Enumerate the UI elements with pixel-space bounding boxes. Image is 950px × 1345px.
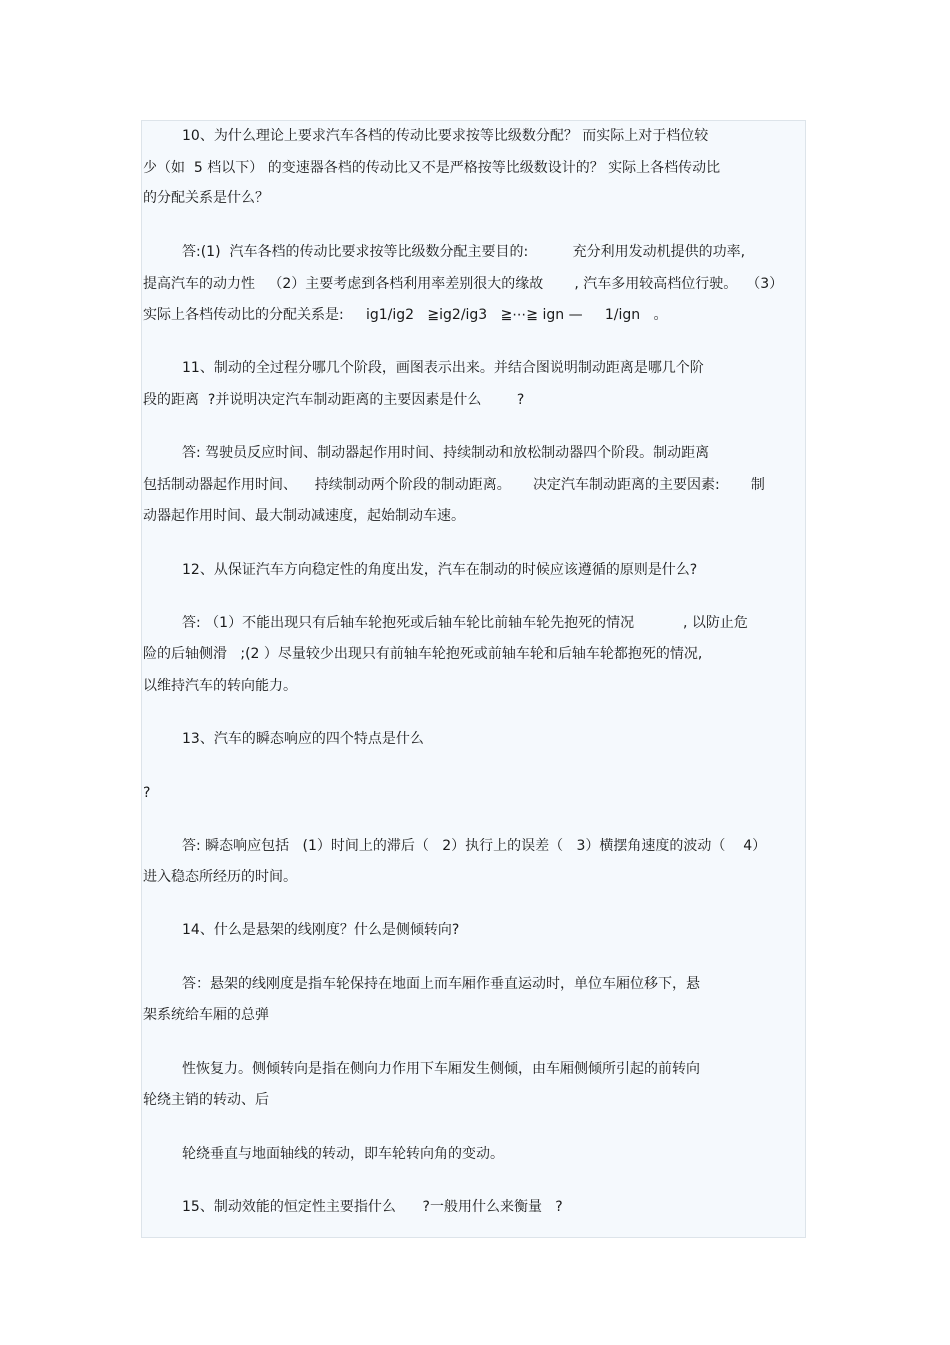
question-10-line-1: 10、为什么理论上要求汽车各档的传动比要求按等比级数分配？ 而实际上对于档位较 (182, 128, 709, 144)
answer-14-line-4: 轮绕主销的转动、后 (143, 1092, 269, 1108)
question-10-line-2: 少（如 5 档以下） 的变速器各档的传动比又不是严格按等比级数设计的？ 实际上各档传动比 (143, 160, 721, 176)
answer-10-line-3: 实际上各档传动比的分配关系是: ig1/ig2 ≧ig2/ig3 ≧⋯≧ ign — 1/ign 。 (143, 307, 668, 323)
question-11-line-2: 段的距离 ?并说明决定汽车制动距离的主要因素是什么 ? (143, 392, 525, 408)
question-14: 14、什么是悬架的线刚度？什么是侧倾转向? (182, 922, 460, 938)
question-13-line-1: 13、汽车的瞬态响应的四个特点是什么 (182, 731, 424, 747)
answer-14-line-5: 轮绕垂直与地面轴线的转动，即车轮转向角的变动。 (182, 1146, 504, 1162)
answer-14-line-3: 性恢复力。侧倾转向是指在侧向力作用下车厢发生侧倾，由车厢侧倾所引起的前转向 (182, 1061, 700, 1077)
question-15: 15、制动效能的恒定性主要指什么 ?一般用什么来衡量 ? (182, 1199, 563, 1215)
answer-12-line-2: 险的后轴侧滑 ;(2 ）尽量较少出现只有前轴车轮抱死或前轴车轮和后轴车轮都抱死的情况, (143, 646, 703, 662)
answer-10-line-2: 提高汽车的动力性 （2）主要考虑到各档利用率差别很大的缘故 , 汽车多用较高档位行驶。 （3） (143, 276, 784, 292)
answer-12-line-1: 答: （1）不能出现只有后轴车轮抱死或后轴车轮比前轴车轮先抱死的情况 , 以防止危 (182, 615, 748, 631)
answer-11-line-3: 动器起作用时间、最大制动减速度，起始制动车速。 (143, 508, 465, 524)
answer-14-line-2: 架系统给车厢的总弹 (143, 1007, 269, 1023)
answer-11-line-2: 包括制动器起作用时间、 持续制动两个阶段的制动距离。 决定汽车制动距离的主要因素: 制 (143, 477, 765, 493)
answer-13-line-1: 答: 瞬态响应包括 (1）时间上的滞后（ 2）执行上的误差（ 3）横摆角速度的波动（ 4） (182, 838, 767, 854)
answer-11-line-1: 答: 驾驶员反应时间、制动器起作用时间、持续制动和放松制动器四个阶段。制动距离 (182, 445, 710, 461)
question-12: 12、从保证汽车方向稳定性的角度出发，汽车在制动的时候应该遵循的原则是什么? (182, 562, 698, 578)
answer-14-line-1: 答：悬架的线刚度是指车轮保持在地面上而车厢作垂直运动时，单位车厢位移下，悬 (182, 976, 700, 992)
question-11-line-1: 11、制动的全过程分哪几个阶段，画图表示出来。并结合图说明制动距离是哪几个阶 (182, 360, 704, 376)
answer-10-line-1: 答:(1) 汽车各档的传动比要求按等比级数分配主要目的: 充分利用发动机提供的功率, (182, 244, 746, 260)
question-13-line-2: ? (143, 785, 151, 801)
answer-12-line-3: 以维持汽车的转向能力。 (143, 678, 297, 694)
answer-13-line-2: 进入稳态所经历的时间。 (143, 869, 297, 885)
question-10-line-3: 的分配关系是什么？ (143, 190, 269, 206)
